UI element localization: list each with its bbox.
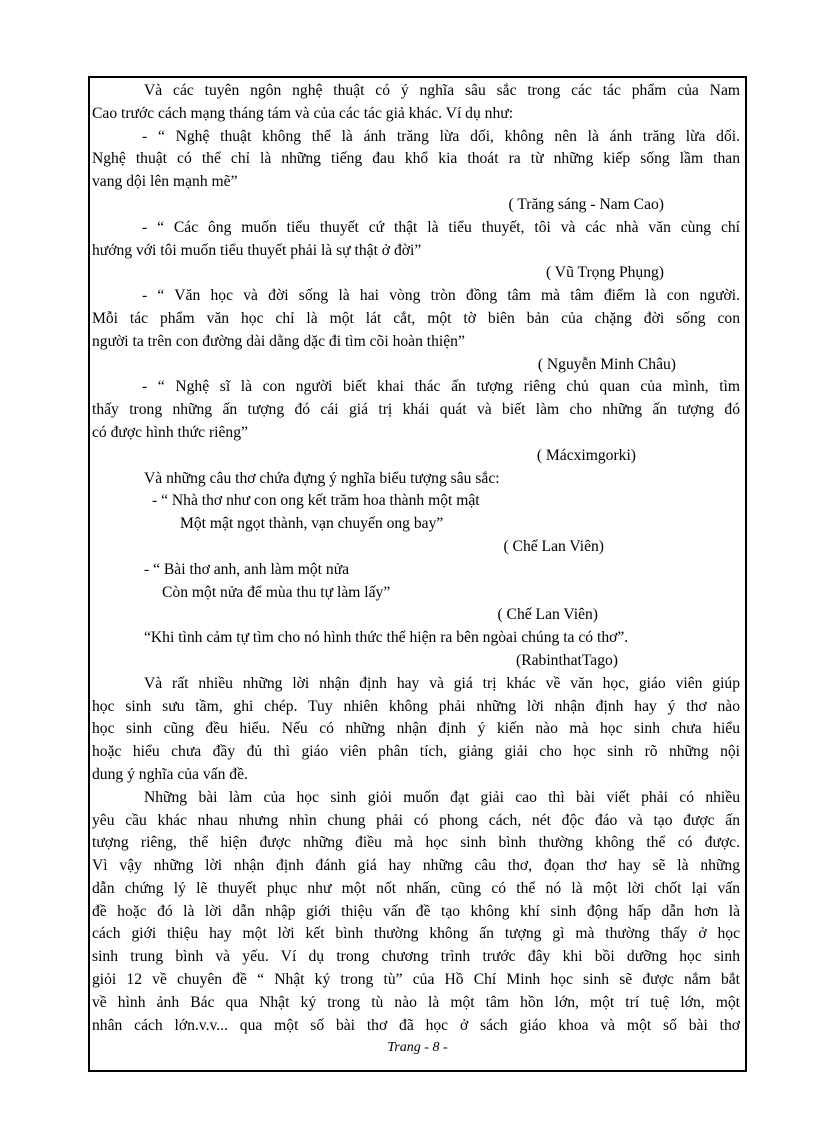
paragraph-line: Và những câu thơ chứa đựng ý nghĩa biểu tượng sâu sắc:: [144, 469, 500, 487]
poem-line: - “ Bài thơ anh, anh làm một nửa: [144, 560, 350, 578]
quote-source: ( Chế Lan Viên): [503, 537, 604, 555]
quote-source: ( Nguyễn Minh Châu): [537, 355, 676, 373]
paragraph-line: Vì vậy những lời nhận định đánh giá hay những câu thơ, đọan thơ hay sẽ là những: [92, 857, 740, 875]
paragraph-line: giỏi 12 về chuyên đề “ Nhật ký trong tù” của Hồ Chí Minh học sinh sẽ được nắm bắt: [92, 971, 740, 989]
quote-source: ( Vũ Trọng Phụng): [546, 264, 664, 282]
quote-line: vang dội lên mạnh mẽ”: [92, 173, 238, 191]
paragraph-line: dẫn chứng lý lẽ thuyết phục như một nốt nhấn, cũng có thể nó là một lời chốt lại vấn: [92, 879, 740, 897]
page-body: [92, 80, 740, 1037]
quote-line: hướng với tôi muốn tiểu thuyết phải là sự thật ở đời”: [92, 241, 422, 259]
quote-line: người ta trên con đường dài dằng dặc đi tìm cõi hoàn thiện”: [92, 332, 465, 350]
paragraph-line: Cao trước cách mạng tháng tám và của các tác giả khác. Ví dụ như:: [92, 104, 514, 122]
paragraph-line: cách giới thiệu hay một lời kết bình thường không ấn tượng gì mà thường thấy ở học: [92, 925, 740, 943]
poem-line: - “ Nhà thơ như con ong kết trăm hoa thành một mật: [152, 492, 480, 510]
quote-line: thấy trong những ấn tượng đó cái giá trị khái quát và biết làm cho những ấn tượng đó: [92, 401, 740, 419]
paragraph-line: hoặc hiểu chưa đầy đủ thì giáo viên phân tích, giảng giải cho học sinh rõ những nội: [92, 743, 740, 761]
paragraph-line: Những bài làm của học sinh giỏi muốn đạt giải cao thì bài viết phải có nhiều: [144, 788, 740, 806]
quote-line: - “ Nghệ thuật không thể là ánh trăng lừa dối, không nên là ánh trăng lừa dối.: [142, 127, 740, 145]
poem-line: Một mật ngọt thành, vạn chuyến ong bay”: [180, 515, 444, 533]
page-number: Trang - 8 -: [387, 1040, 448, 1055]
quote-line: “Khi tình cảm tự tìm cho nó hình thức thể hiện ra bên ngòai chúng ta có thơ”.: [144, 629, 629, 647]
quote-line: có được hình thức riêng”: [92, 423, 248, 441]
paragraph-line: tượng riêng, thể hiện được những điều mà học sinh bình thường không thể có được.: [92, 834, 740, 852]
quote-line: - “ Nghệ sĩ là con người biết khai thác ấn tượng riêng chủ quan của mình, tìm: [142, 378, 740, 396]
paragraph-line: nhân cách lớn.v.v... qua một số bài thơ đã học ở sách giáo khoa và một số bài thơ: [92, 1016, 740, 1034]
paragraph-line: học sinh sưu tầm, ghi chép. Tuy nhiên không phải những lời nhận định hay ý thơ nào: [92, 697, 740, 715]
paragraph-line: Và rất nhiều những lời nhận định hay và giá trị khác về văn học, giáo viên giúp: [144, 674, 740, 692]
paragraph-line: Và các tuyên ngôn nghệ thuật có ý nghĩa sâu sắc trong các tác phẩm của Nam: [144, 82, 740, 99]
quote-line: Mỗi tác phẩm văn học chỉ là một lát cắt, một tờ biên bản của chặng đời sống con: [92, 309, 740, 327]
quote-line: - “ Văn học và đời sống là hai vòng tròn đồng tâm mà tâm điểm là con người.: [142, 287, 740, 305]
quote-source: ( Trăng sáng - Nam Cao): [508, 195, 664, 213]
poem-line: Còn một nửa để mùa thu tự làm lấy”: [162, 583, 391, 601]
paragraph-line: về hình ảnh Bác qua Nhật ký trong tù nào là một tâm hồn lớn, một trí tuệ lớn, một: [92, 993, 740, 1011]
paragraph-line: yêu cầu khác nhau nhưng nhìn chung phải có phong cách, nét độc đáo và tạo được ấn: [92, 811, 740, 829]
paragraph-line: dung ý nghĩa của vấn đề.: [92, 765, 248, 783]
paragraph-line: học sinh cũng đều hiểu. Nếu có những nhận định ý kiến nào mà học sinh chưa hiểu: [92, 720, 740, 738]
quote-source: ( Mácximgorki): [536, 446, 636, 464]
quote-source: (RabinthatTago): [516, 651, 618, 669]
quote-source: ( Chế Lan Viên): [497, 606, 598, 624]
quote-line: Nghệ thuật có thể chỉ là những tiếng đau khổ kia thoát ra từ những kiếp sống lầm than: [92, 150, 740, 168]
quote-line: - “ Các ông muốn tiểu thuyết cứ thật là tiểu thuyết, tôi và các nhà văn cùng chí: [142, 218, 740, 236]
paragraph-line: sinh trung bình và yếu. Ví dụ trong chương trình trước đây khi bồi dưỡng học sinh: [92, 948, 740, 966]
paragraph-line: đề hoặc đó là lời dẫn nhập giới thiệu vấn đề tạo không khí sinh động hấp dẫn hơn là: [92, 902, 740, 920]
